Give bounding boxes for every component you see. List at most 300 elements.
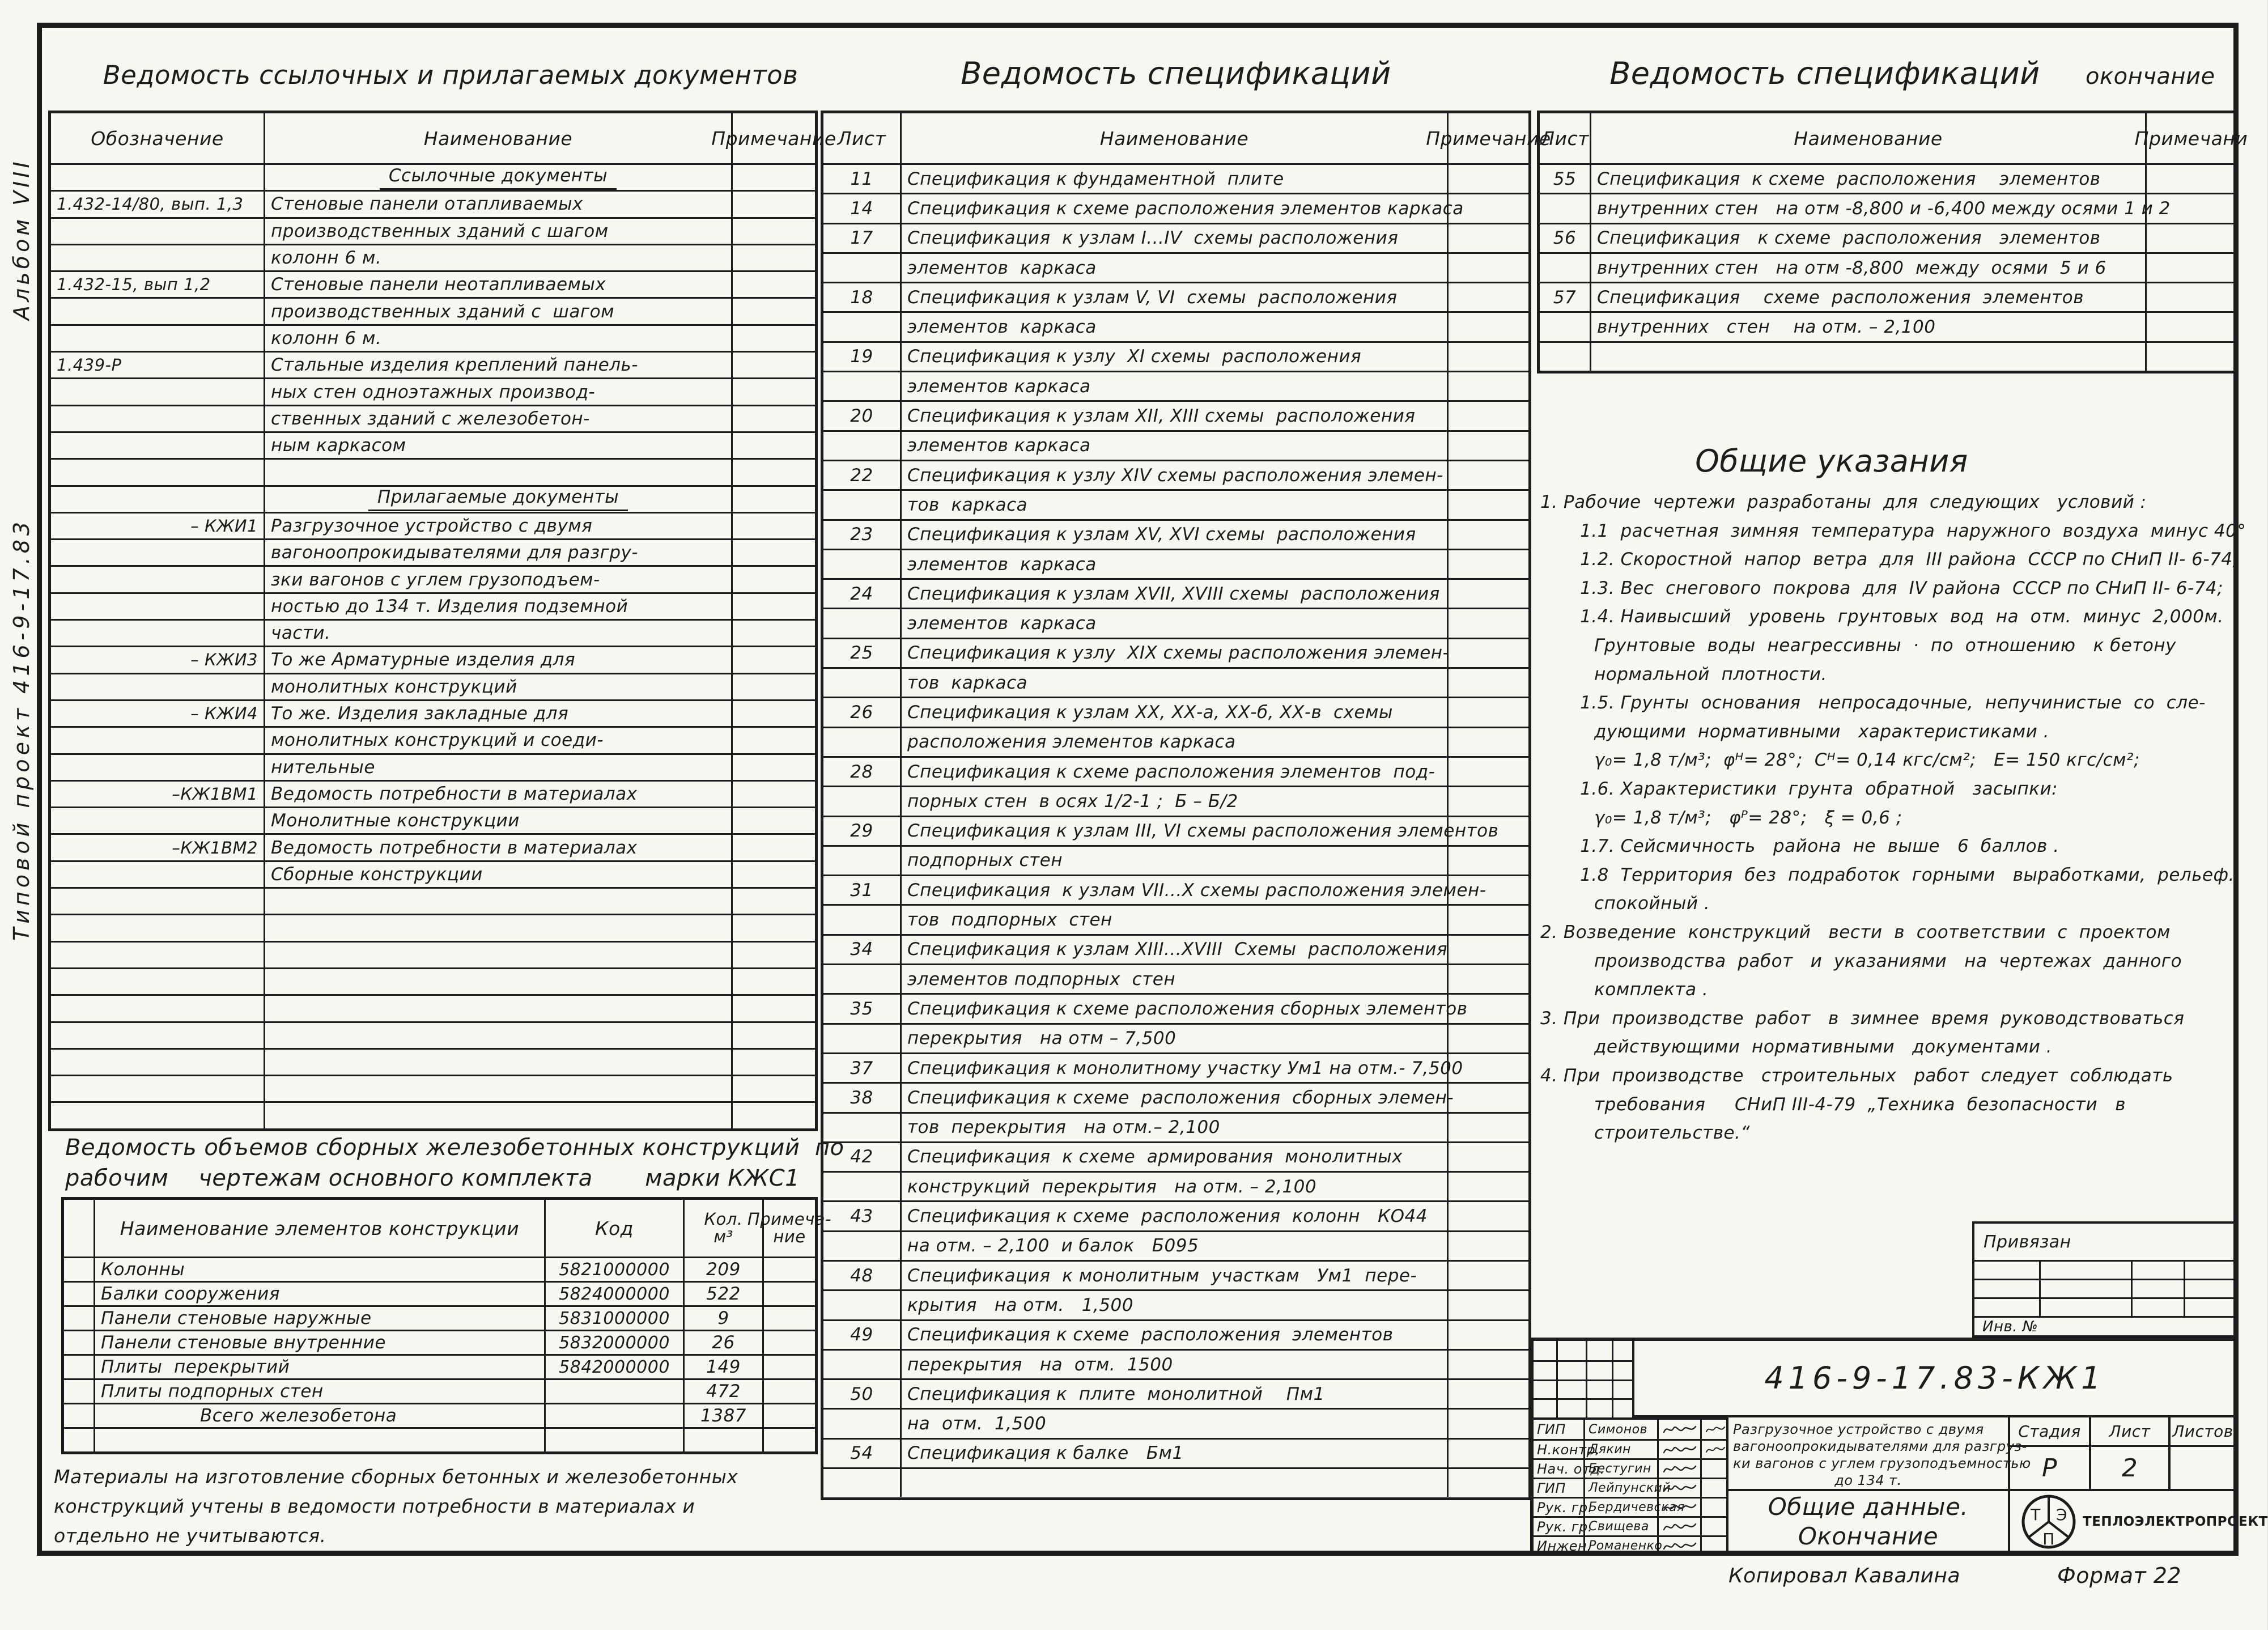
note-cell [731,621,815,646]
sheet-number-cell [823,669,900,697]
designation-cell: – КЖИ3 [190,650,258,670]
drawing-subtitle-line: Общие данные. [1768,1492,1969,1521]
table-cell [51,969,264,994]
table-row [823,1289,1528,1319]
note-cell [1447,1351,1528,1378]
table-row [51,699,815,726]
stage-value: Р [2008,1447,2089,1491]
note-cell [1447,372,1528,400]
date-cell [1700,1441,1726,1458]
note-cell [1447,283,1528,311]
note-cell [731,755,815,780]
table-row [51,163,815,190]
table-row [51,351,815,377]
general-note-line: 1.1 расчетная зимняя температура наружного воздуха минус 40° [1580,520,2246,541]
note-cell [1447,194,1528,222]
table-row [51,887,815,914]
designation-cell [51,862,264,887]
sheet-number-cell: 26 [850,702,873,723]
name-cell: элементов каркаса [900,609,1447,637]
table-row [823,223,1528,252]
designation-cell [51,755,264,780]
table-row [51,1048,815,1075]
table-row [64,1257,815,1281]
table-row [51,1021,815,1048]
sheet-number-cell [823,1232,900,1260]
note-cell [731,245,815,270]
signature [1662,1520,1697,1534]
name-cell: колонн 6 м. [264,245,731,270]
general-note-line: 4. При производстве строительных работ следует соблюдать [1540,1066,2173,1086]
table-cell [51,1050,264,1075]
name-cell: ностью до 134 т. Изделия подземной [264,594,731,619]
column-header: Наименование [1590,113,2145,163]
project-description-line: Разгрузочное устройство с двумя [1733,1421,1984,1437]
note-cell [1447,669,1528,697]
note-cell [731,379,815,404]
general-note-line: 1.3. Вес снегового покрова для IV района СССР по СНиП II- 6-74; [1580,578,2224,598]
note-cell [731,808,815,833]
revision-grid-row [1534,1398,1632,1417]
sheet-number-cell: 17 [850,228,873,249]
note-cell [731,647,815,672]
table-row [823,519,1528,549]
designation-cell [51,460,264,485]
revision-grid-cell [1556,1400,1586,1417]
note-cell [731,862,815,887]
volumes-title-line2: рабочим чертежам основного комплекта марки КЖС1 [65,1165,800,1191]
table-row [64,1427,815,1451]
signature-cell [1657,1537,1700,1555]
note-cell [1447,550,1528,578]
name-cell: конструкций перекрытия на отм. – 2,100 [900,1173,1447,1200]
ref-docs-table [48,111,836,1131]
name-cell: Разгрузочное устройство с двумя [264,513,731,538]
project-description-line: вагоноопрокидывателями для разгруз- [1733,1438,2027,1454]
sheet-number-cell [823,965,900,993]
table-row [1540,282,2236,311]
attach-grid-cell [2039,1299,2131,1316]
name-cell: на отм. 1,500 [900,1410,1447,1437]
revision-grid-cell [1586,1381,1612,1399]
table-row [51,967,815,994]
note-cell [731,433,815,458]
margin-album-label: Альбом VIII [9,158,34,320]
personnel-row [1534,1439,1726,1458]
edge-cell [64,1380,94,1403]
signature-cell [1657,1518,1700,1535]
signature [1705,1444,1726,1455]
name-cell: тов перекрытия на отм.– 2,100 [900,1114,1447,1141]
note-cell [731,353,815,377]
name-cell: на отм. – 2,100 и балок Б095 [900,1232,1447,1260]
note-cell [1447,343,1528,371]
table-row [823,1141,1528,1171]
name-cell: нительные [264,755,731,780]
table-cell [731,969,815,994]
table-row [823,252,1528,282]
code-cell [544,1380,683,1403]
sheets-column-header: Листов [2168,1417,2235,1447]
table-row [823,1349,1528,1378]
table-row [51,458,815,485]
note-cell [1447,224,1528,252]
element-name-cell: Плиты подпорных стен [94,1380,544,1403]
table-row [823,1082,1528,1111]
note-cell [1447,1114,1528,1141]
revision-grid-cell [1586,1400,1612,1417]
volumes-title-line1: Ведомость объемов сборных железобетонных конструкций по [65,1135,844,1161]
general-note-line: Грунтовые воды неагрессивны · по отношению к бетону [1594,635,2176,656]
note-cell [1447,1202,1528,1230]
quantity-cell: 1387 [683,1404,762,1427]
note-cell [731,406,815,431]
designation-cell [51,728,264,753]
table-cell [51,915,264,940]
attach-grid-cell [2184,1299,2236,1316]
attach-grid-cell [1974,1299,2039,1316]
revision-grid-cell [1534,1381,1556,1399]
edge-cell [64,1356,94,1378]
stage-column-header: Стадия [2008,1417,2089,1447]
note-cell [1447,491,1528,519]
sheet-number-cell: 35 [850,998,873,1019]
ref-docs-title: Ведомость ссылочных и прилагаемых документов [103,60,799,90]
name-cell: Спецификация к монолитному участку Ум1 на отм.- 7,500 [900,1054,1447,1082]
name-cell: тов каркаса [900,669,1447,697]
table-row [51,405,815,431]
name-cell: Спецификация к балке Бм1 [900,1440,1447,1467]
table-row [51,297,815,324]
table-row [823,341,1528,371]
general-note-line: действующими нормативными документами . [1594,1037,2053,1058]
table-header-row [64,1200,832,1257]
general-note-line: 1.6. Характеристики грунта обратной засыпки: [1580,779,2058,799]
designation-cell: –КЖ1ВМ1 [172,784,258,804]
name-cell: Ведомость потребности в материалах [264,835,731,860]
sheet-number-cell: 54 [850,1443,873,1464]
sheet-number-cell [823,432,900,460]
designation-cell [51,326,264,351]
table-row [823,549,1528,578]
note-cell [731,728,815,753]
note-cell [1447,876,1528,904]
table-row [823,638,1528,667]
sheet-number-cell: 28 [850,761,873,782]
element-name-cell: Колонны [94,1258,544,1281]
name-cell: элементов подпорных стен [900,965,1447,993]
table-row [51,619,815,646]
table-row [823,1023,1528,1052]
signature-cell [1657,1479,1700,1497]
date-cell [1700,1420,1726,1439]
note-cell [1447,609,1528,637]
designation-cell: –КЖ1ВМ2 [172,838,258,858]
name-cell: Свищева [1583,1518,1657,1535]
code-cell: 5824000000 [544,1283,683,1305]
table-cell [51,1103,264,1128]
general-note-line: 1. Рабочие чертежи разработаны для следующих условий : [1540,492,2147,512]
spec-list-end-table [1537,111,2248,373]
designation-cell: 1.432-15, вып 1,2 [57,275,211,295]
table-row [823,904,1528,933]
name-cell: перекрытия на отм – 7,500 [900,1025,1447,1052]
attach-grid-cell [1974,1262,2039,1279]
attach-box [1972,1221,2239,1338]
column-header: Лист [1540,127,1589,150]
table-cell [51,889,264,914]
name-cell: Спецификация к схеме расположения элементов [1590,224,2145,252]
table-cell [731,915,815,940]
sheet-number-cell [823,313,900,341]
note-cell [1447,639,1528,667]
name-cell: элементов каркаса [900,372,1447,400]
table-cell [264,915,731,940]
table-row [51,592,815,619]
general-note-line: 1.5. Грунты основания непросадочные, непучинистые со сле- [1580,693,2206,714]
title-block [1530,1338,2268,1556]
note-cell [1447,965,1528,993]
table-row [823,1438,1528,1467]
revision-grid-cell [1586,1362,1612,1379]
column-header: Примечани [2145,113,2236,163]
table-row [1540,223,2236,252]
table-cell [264,889,731,914]
table-row [51,485,815,512]
table-row [823,1467,1528,1497]
spec-list-end-title: Ведомость спецификаций [1609,56,2040,91]
attach-grid-cell [2131,1299,2184,1316]
revision-grid-cell [1556,1362,1586,1379]
sheet-number-cell [1540,254,1590,282]
table-row [823,1171,1528,1200]
signature [1662,1423,1697,1436]
sheet-number-cell: 18 [850,287,873,308]
name-cell: внутренних стен на отм. – 2,100 [1590,313,2145,341]
note-cell [1447,817,1528,845]
table-row [51,190,815,217]
note-cell [731,219,815,244]
name-cell: элементов каркаса [900,550,1447,578]
column-header-lines [704,1211,742,1246]
volumes-note-line2: конструкций учтены в ведомости потребности в материалах и [54,1495,695,1517]
general-note-line: нормальной плотности. [1594,664,1827,685]
table-cell [731,889,815,914]
name-cell: зки вагонов с углем грузоподъем- [264,567,731,592]
name-cell: внутренних стен на отм -8,800 между осями 5 и 6 [1590,254,2145,282]
name-cell: Романенко [1583,1537,1657,1555]
name-cell: ных стен одноэтажных производ- [264,379,731,404]
name-cell: То же. Изделия закладные для [264,701,731,726]
table-row [823,371,1528,400]
note-cell [1447,1054,1528,1082]
revision-grid-cell [1612,1362,1632,1379]
sheet-number-cell [823,1351,900,1378]
table-row [823,816,1528,845]
quantity-cell: 209 [683,1258,762,1281]
name-cell: порных стен в осях 1/2-1 ; Б – Б/2 [900,787,1447,815]
table-row [823,845,1528,875]
general-note-line: спокойный . [1594,893,1710,914]
table-cell [900,1469,1447,1497]
inventory-number-label: Инв. № [1974,1316,2236,1335]
table-header-row [823,113,1551,163]
sheet-number-cell: 20 [850,406,873,427]
table-row [823,163,1528,193]
note-cell [1447,728,1528,756]
table-row [1540,341,2236,371]
name-cell: элементов каркаса [900,254,1447,282]
column-header-line: ние [773,1227,806,1246]
name-cell: Стеновые панели неотапливаемых [264,272,731,297]
designation-cell [51,567,264,592]
name-cell: Спецификация к схеме расположения элементов каркаса [900,194,1447,222]
table-row [823,1200,1528,1230]
note-cell [1447,787,1528,815]
general-note-line: 1.7. Сейсмичность района не выше 6 баллов . [1580,836,2059,857]
table-row [823,667,1528,697]
note-cell [1447,1410,1528,1437]
table-row [64,1330,815,1354]
sheet-number-cell: 43 [850,1206,873,1227]
sheet-number-cell [823,787,900,815]
attach-grid-row [1974,1297,2236,1316]
name-cell: Бестугин [1583,1460,1657,1478]
name-cell: Спецификация к узлам III, VI схемы расположения элементов [900,817,1447,845]
sheet-number-cell [823,728,900,756]
logo-letter: Т [2031,1505,2041,1524]
project-description-line: до 134 т. [1834,1472,1902,1488]
note-cell [1447,1232,1528,1260]
quantity-cell: 26 [683,1331,762,1354]
note-cell [1447,313,1528,341]
attach-grid-cell [2184,1262,2236,1279]
designation-cell [51,245,264,270]
sheet-number-cell: 22 [850,465,873,486]
table-row [51,753,815,780]
note-cell [2145,283,2236,311]
table-row [51,244,815,270]
table-header-row [51,113,836,163]
sheet-number-cell: 56 [1553,228,1577,249]
table-row [823,400,1528,430]
margin-project-label: Типовой проект 416-9-17.83 [9,517,34,941]
note-cell [1447,1262,1528,1289]
note-cell [2145,313,2236,341]
table-row [823,1052,1528,1082]
table-row [823,934,1528,963]
section-heading: Прилагаемые документы [368,487,628,511]
note-cell [762,1307,815,1330]
note-cell [731,513,815,538]
sheet-number-cell: 29 [850,821,873,842]
name-cell: Спецификация к фундаментной плите [900,165,1447,193]
sheet-number-cell [823,609,900,637]
note-cell [731,487,815,512]
table-cell [51,1023,264,1048]
table-row [51,270,815,297]
table-row [823,282,1528,311]
table-cell [731,1050,815,1075]
column-header: Лист [837,127,886,150]
table-cell [264,996,731,1021]
table-row [823,430,1528,460]
designation-cell [51,219,264,244]
revision-grid-cell [1612,1400,1632,1417]
signature [1662,1501,1697,1514]
table-row [823,993,1528,1022]
table-cell [64,1429,94,1451]
name-cell: Спецификация к узлу XI схемы расположения [900,343,1447,371]
note-cell [762,1283,815,1305]
date-cell [1700,1537,1726,1555]
sheet-number-cell: 38 [850,1087,873,1108]
name-cell: Спецификация к узлам V, VI схемы расположения [900,283,1447,311]
note-cell [731,299,815,324]
note-cell [731,165,815,190]
note-cell [1447,1143,1528,1171]
role-cell: Инжен. [1537,1538,1592,1554]
column-header: Наименование элементов конструкции [94,1200,544,1257]
note-cell [1447,1173,1528,1200]
name-cell: То же Арматурные изделия для [264,647,731,672]
table-row [51,673,815,699]
note-cell [762,1356,815,1378]
designation-cell: – КЖИ4 [190,704,258,724]
table-cell [51,996,264,1021]
table-cell [264,969,731,994]
note-cell [1447,1440,1528,1467]
signature [1662,1539,1697,1553]
name-cell: колонн 6 м. [264,326,731,351]
table-row [823,1408,1528,1437]
designation-cell: 1.439-Р [57,355,122,375]
note-cell [762,1258,815,1281]
note-cell [1447,580,1528,608]
revision-grid-cell [1556,1381,1586,1399]
signature-cell [1657,1441,1700,1458]
personnel-row [1534,1535,1726,1555]
name-cell: элементов каркаса [900,313,1447,341]
table-cell [94,1429,544,1451]
general-note-line: 1.4. Наивысший уровень грунтовых вод на отм. минус 2,000м. [1580,606,2224,627]
sheet-number-cell: 57 [1553,287,1577,308]
name-cell: производственных зданий с шагом [264,299,731,324]
general-note-line: производства работ и указаниями на чертежах данного [1594,950,2182,971]
table-cell [731,943,815,967]
sheet-number-cell: 49 [850,1325,873,1345]
table-row [51,914,815,940]
table-row [51,941,815,967]
revision-grid-cell [1556,1341,1586,1360]
edge-cell [64,1283,94,1305]
note-cell [1447,847,1528,875]
note-cell [2145,194,2236,222]
spec-list-title: Ведомость спецификаций [961,56,1391,91]
column-header-line: м³ [713,1227,733,1246]
table-row [823,1260,1528,1289]
general-note-line: 2. Возведение конструкций вести в соответствии с проектом [1540,922,2171,943]
general-note-line: строительстве.“ [1594,1123,1750,1144]
code-cell: 5832000000 [544,1331,683,1354]
table-row [51,431,815,458]
table-row [51,806,815,833]
general-note-line: дующими нормативными характеристиками . [1594,721,2049,742]
edge-cell [64,1331,94,1354]
general-notes-title: Общие указания [1695,443,1968,479]
name-cell: Спецификация к схеме расположения элементов [900,1321,1447,1349]
organization-name: ТЕПЛОЭЛЕКТРОПРОЕКТ [2083,1514,2268,1529]
